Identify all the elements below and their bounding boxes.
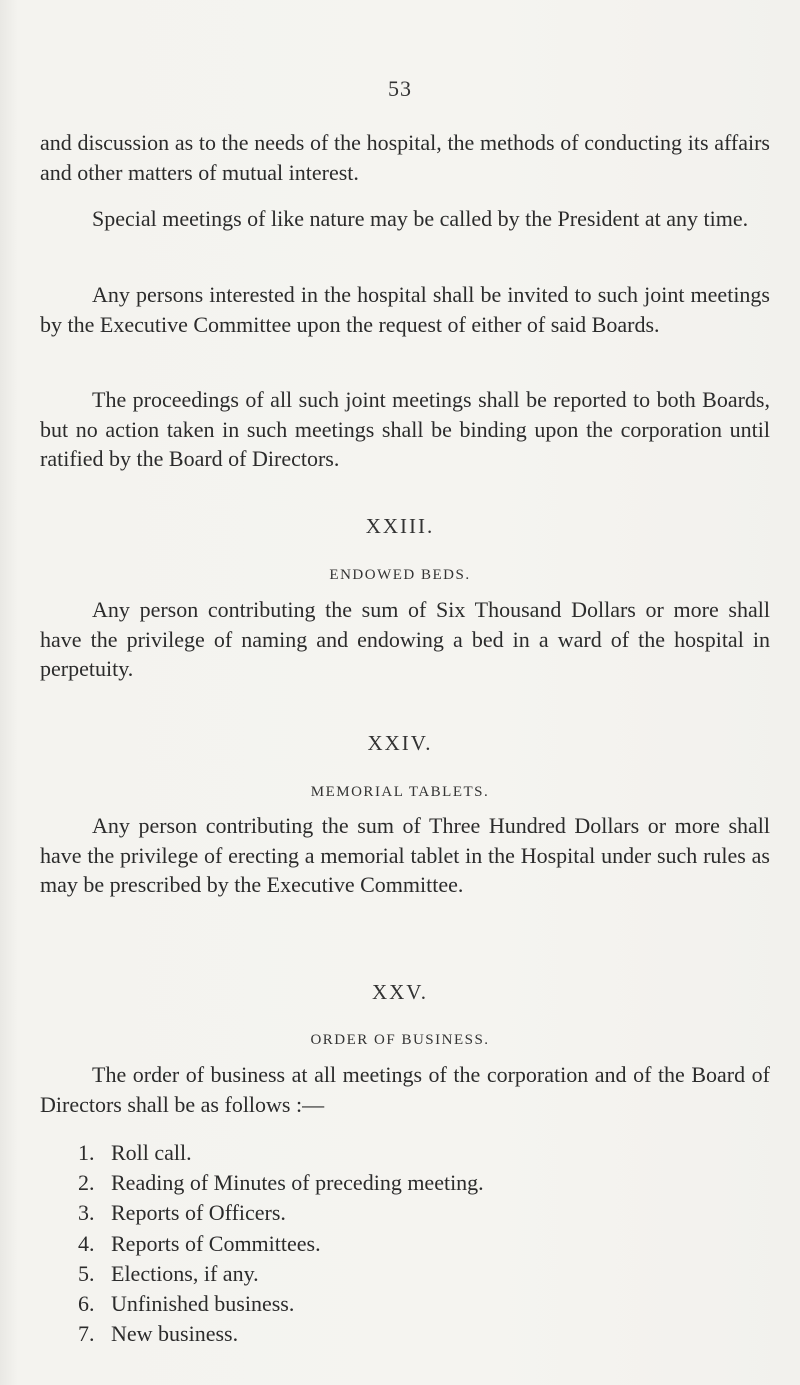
list-item-text: Roll call. bbox=[111, 1140, 192, 1165]
paragraph-proceedings: The proceedings of all such joint meetings shall be reported to both Boards, but no action taken in such meetings shall be binding upon the corporation until ratified by the Board of Directors. bbox=[40, 387, 770, 471]
section-numeral-xxiv: XXIV. bbox=[367, 731, 433, 755]
section-numeral-xxiii: XXIII. bbox=[365, 514, 435, 538]
list-item-number: 4. bbox=[78, 1230, 95, 1256]
section-numeral-xxv: XXV. bbox=[371, 980, 429, 1004]
list-item bbox=[78, 1138, 484, 1168]
page-number: 53 bbox=[388, 76, 412, 101]
list-item bbox=[78, 1259, 484, 1289]
paragraph-order-of-business: The order of business at all meetings of the corporation and of the Board of Directors shall be as follows :— bbox=[40, 1062, 770, 1117]
list-item-text: New business. bbox=[111, 1321, 239, 1347]
list-item-number: 1. bbox=[78, 1140, 95, 1165]
section-heading-order-of-business: ORDER OF BUSINESS. bbox=[310, 1032, 490, 1048]
list-item-number: 7. bbox=[78, 1321, 95, 1347]
list-item bbox=[78, 1319, 484, 1349]
paragraph-persons-invited: Any persons interested in the hospital shall be invited to such joint meetings by the Executive Committee upon the request of either of said Boards. bbox=[40, 282, 770, 337]
order-of-business-list bbox=[78, 1138, 484, 1349]
list-item-number: 5. bbox=[78, 1260, 95, 1286]
list-item-text: Elections, if any. bbox=[111, 1260, 259, 1286]
list-item-text: Reports of Committees. bbox=[111, 1230, 321, 1256]
section-heading-memorial-tablets: MEMORIAL TABLETS. bbox=[310, 784, 490, 800]
paragraph-memorial-tablets: Any person contributing the sum of Three Hundred Dollars or more shall have the privilege of erecting a memorial tablet in the Hospital under such rules as may be prescribed by the Executive Committee. bbox=[40, 813, 770, 897]
paragraph-special-meetings: Special meetings of like nature may be called by the President at any time. bbox=[92, 206, 749, 231]
list-item bbox=[78, 1229, 484, 1259]
section-heading-endowed-beds: ENDOWED BEDS. bbox=[329, 567, 471, 583]
list-item bbox=[78, 1198, 484, 1228]
paragraph-continued: and discussion as to the needs of the hospital, the methods of conducting its affairs and other matters of mutual interest. bbox=[40, 130, 770, 185]
list-item bbox=[78, 1168, 484, 1198]
list-item-number: 6. bbox=[78, 1291, 95, 1317]
list-item bbox=[78, 1289, 484, 1319]
list-item-text: Reading of Minutes of preceding meeting. bbox=[111, 1170, 484, 1196]
paragraph-endowed-beds: Any person contributing the sum of Six Thousand Dollars or more shall have the privilege of naming and endowing a bed in a ward of the hospital in perpetuity. bbox=[40, 597, 770, 681]
list-item-text: Unfinished business. bbox=[111, 1291, 295, 1317]
list-item-text: Reports of Officers. bbox=[111, 1200, 286, 1226]
list-item-number: 2. bbox=[78, 1170, 95, 1196]
list-item-number: 3. bbox=[78, 1200, 95, 1226]
